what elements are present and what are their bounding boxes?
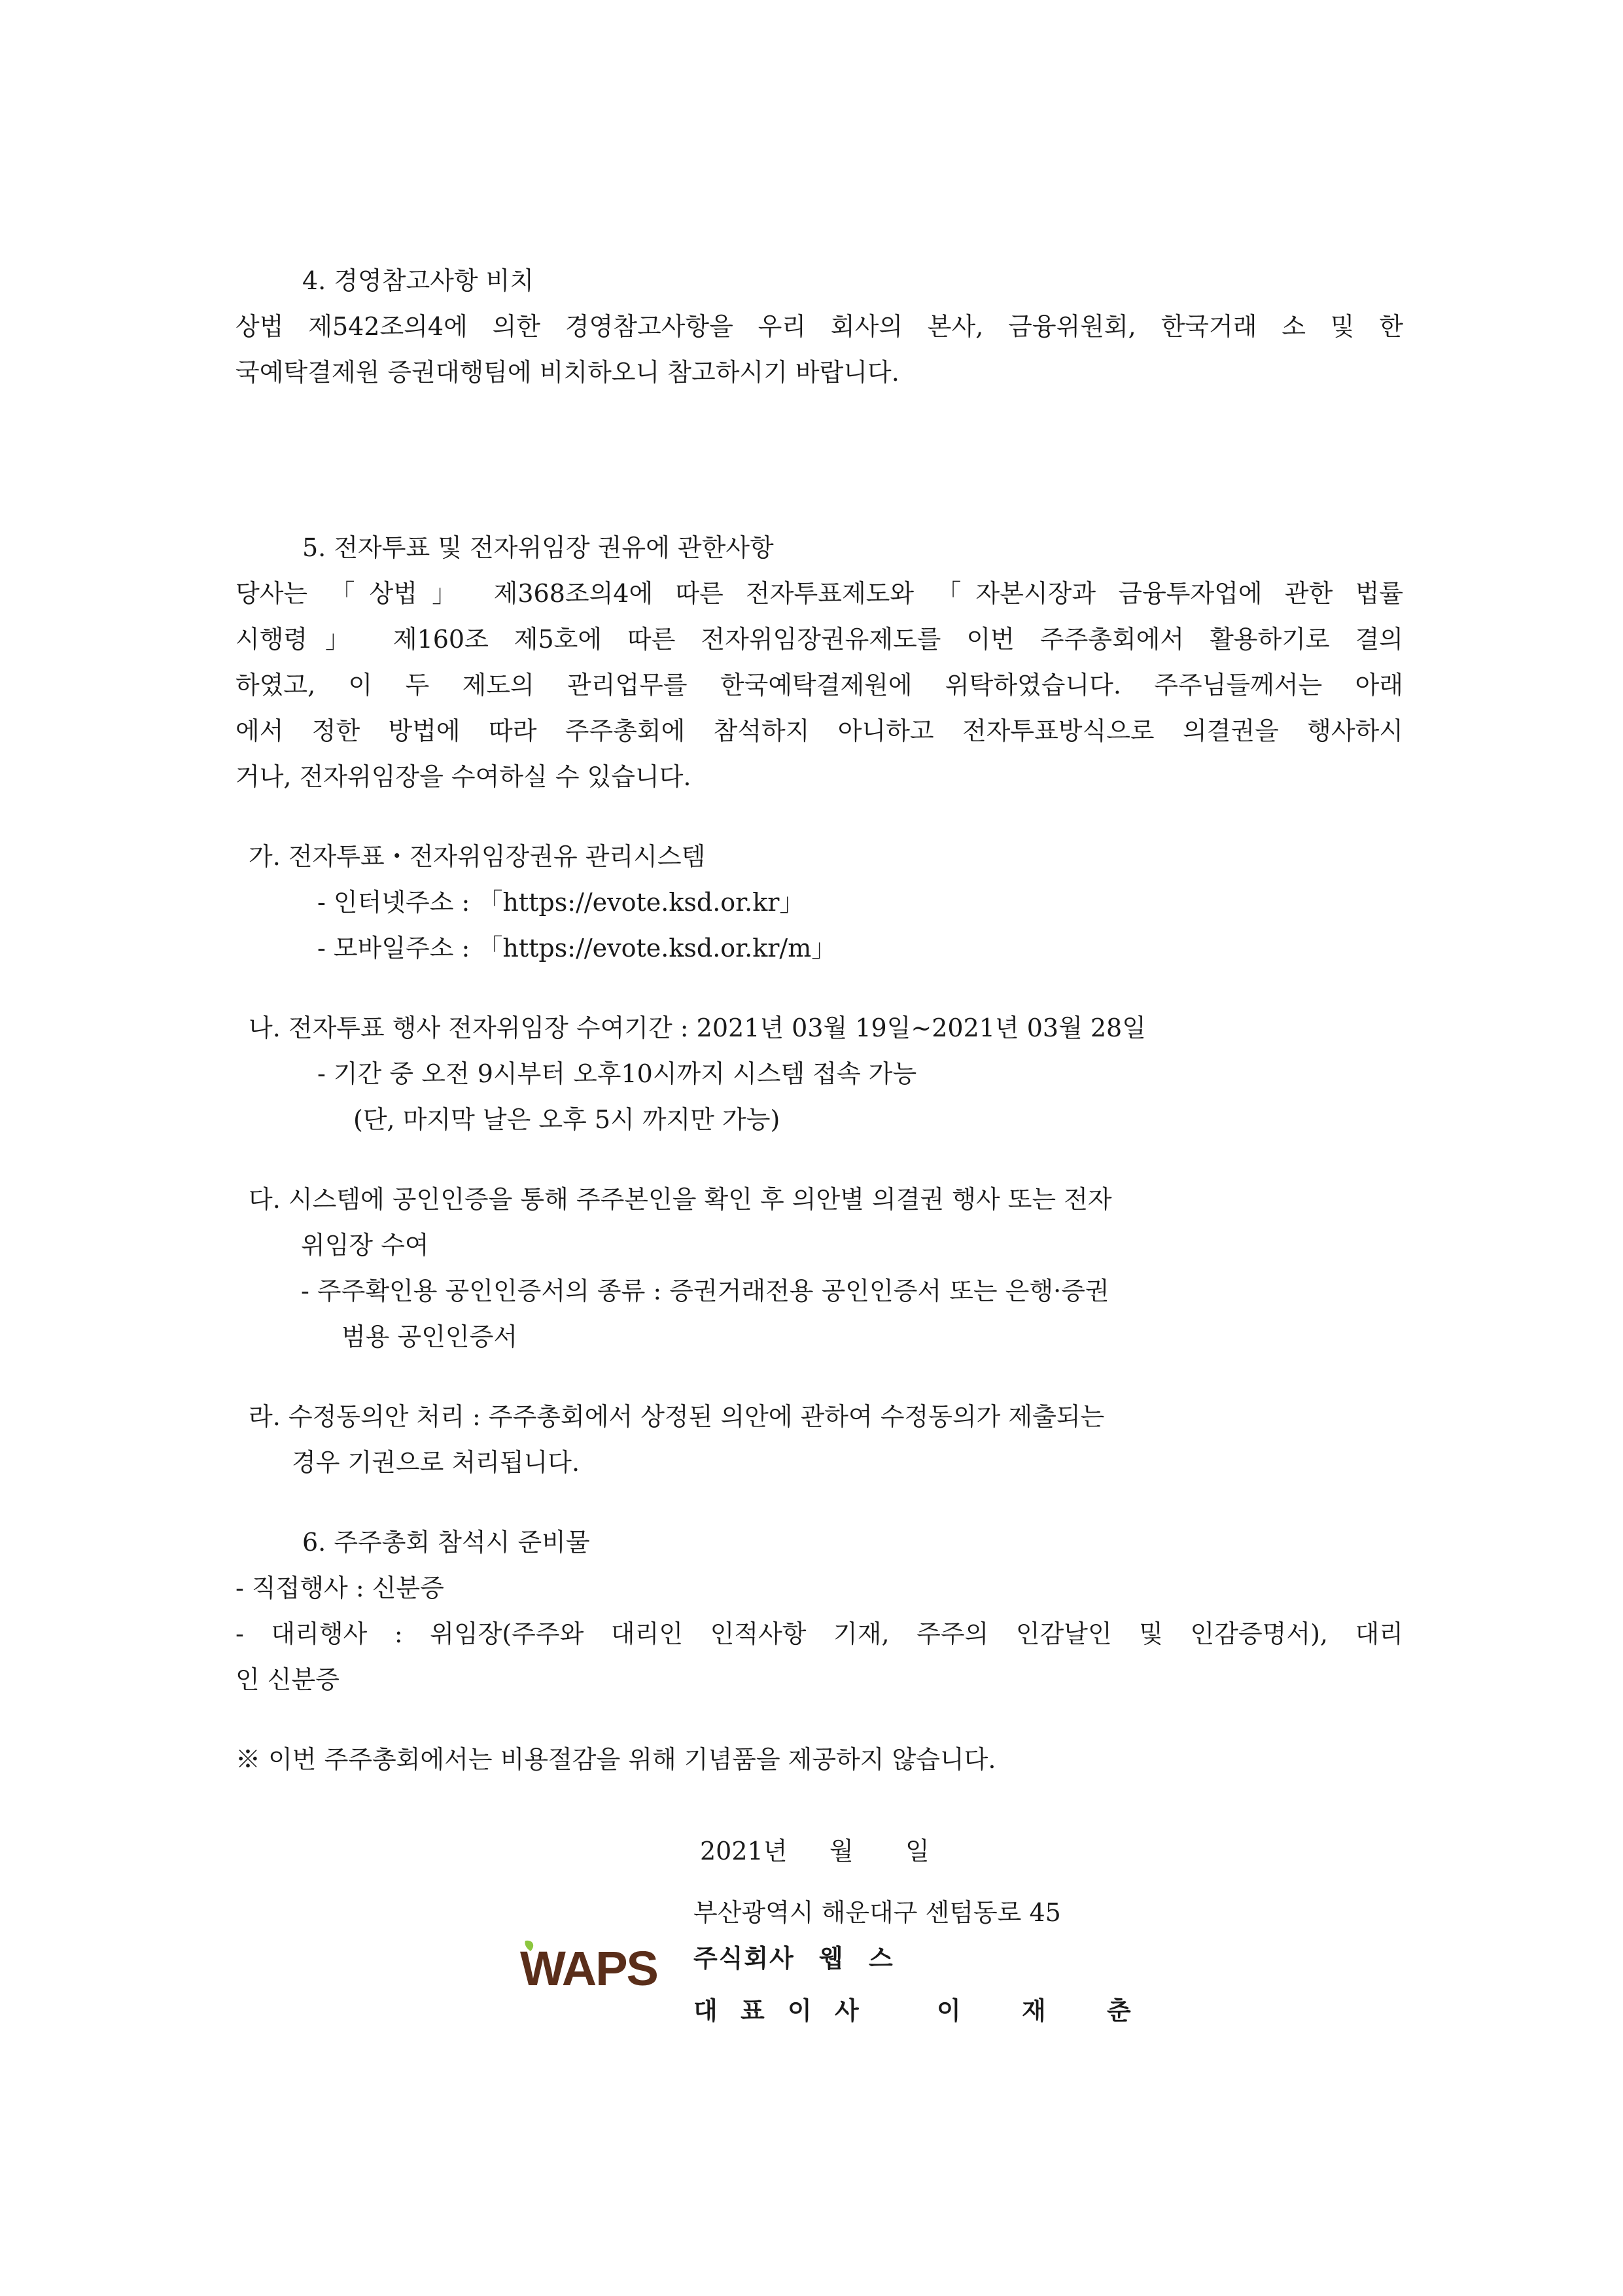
da-sub-1: - 주주확인용 공인인증서의 종류 : 증권거래전용 공인인증서 또는 은행·증권 bbox=[301, 1277, 1109, 1305]
waps-logo bbox=[519, 1938, 661, 1990]
section5-line-5: 거나, 전자위임장을 수여하실 수 있습니다. bbox=[236, 762, 691, 791]
section4-line-2: 국예탁결제원 증권대행팀에 비치하오니 참고하시기 바랍니다. bbox=[236, 358, 899, 387]
ceo-char: 이 bbox=[937, 1996, 961, 2025]
notice-text: ※ 이번 주주총회에서는 비용절감을 위해 기념품을 제공하지 않습니다. bbox=[236, 1745, 996, 1774]
section6-heading: 6. 주주총회 참석시 준비물 bbox=[302, 1528, 590, 1557]
section6-proxy-line-2: 인 신분증 bbox=[236, 1665, 340, 1694]
ga-title: 가. 전자투표・전자위임장권유 관리시스템 bbox=[249, 842, 706, 871]
section4-line-1: 상법 제542조의4에 의한 경영참고사항을 우리 회사의 본사, 금융위원회, 한국거래 소 및 한 bbox=[236, 312, 1403, 341]
section5-line-4: 에서 정한 방법에 따라 주주총회에 참석하지 아니하고 전자투표방식으로 의결권을 행사하시 bbox=[236, 716, 1403, 745]
section5-line-1: 당사는 「상법」 제368조의4에 따른 전자투표제도와 「자본시장과 금융투자업에 관한 법률 bbox=[236, 579, 1403, 608]
da-sub-2: 범용 공인인증서 bbox=[341, 1322, 518, 1351]
footer-date-year: 2021년 bbox=[700, 1837, 788, 1865]
na-title: 나. 전자투표 행사 전자위임장 수여기간 : 2021년 03월 19일~2021년 03월 28일 bbox=[249, 1014, 1146, 1042]
logo-text: WAPS bbox=[520, 1941, 657, 1990]
ceo-char: 대 bbox=[693, 1996, 718, 2025]
da-title-2: 위임장 수여 bbox=[301, 1231, 429, 1260]
footer-date-day: 일 bbox=[905, 1837, 930, 1865]
ceo-char: 이 bbox=[788, 1996, 812, 2025]
ceo-char: 표 bbox=[741, 1996, 765, 2025]
na-sub-2: (단, 마지막 날은 오후 5시 까지만 가능) bbox=[353, 1105, 780, 1134]
section6-proxy-line-1: - 대리행사 : 위임장(주주와 대리인 인적사항 기재, 주주의 인감날인 및 인감증명서), 대리 bbox=[236, 1619, 1403, 1648]
section6-direct: - 직접행사 : 신분증 bbox=[236, 1574, 444, 1602]
footer-company-name: 주식회사 웹 스 bbox=[693, 1943, 894, 1973]
ga-mobile-address: - 모바일주소 : 「https://evote.ksd.or.kr/m」 bbox=[317, 934, 837, 963]
section5-heading: 5. 전자투표 및 전자위임장 권유에 관한사항 bbox=[302, 533, 774, 562]
ceo-char: 춘 bbox=[1107, 1996, 1131, 2025]
section5-line-3: 하였고, 이 두 제도의 관리업무를 한국예탁결제원에 위탁하였습니다. 주주님들께서는 아래 bbox=[236, 671, 1403, 699]
footer-date-month: 월 bbox=[829, 1837, 854, 1865]
ga-internet-address: - 인터넷주소 : 「https://evote.ksd.or.kr」 bbox=[317, 888, 805, 917]
footer-address: 부산광역시 해운대구 센텀동로 45 bbox=[693, 1898, 1061, 1927]
ceo-char: 재 bbox=[1022, 1996, 1046, 2025]
ra-title-2: 경우 기권으로 처리됩니다. bbox=[292, 1448, 580, 1477]
section5-line-2: 시행령」 제160조 제5호에 따른 전자위임장권유제도를 이번 주주총회에서 활용하기로 결의 bbox=[236, 625, 1403, 654]
ra-title-1: 라. 수정동의안 처리 : 주주총회에서 상정된 의안에 관하여 수정동의가 제출되는 bbox=[249, 1402, 1105, 1431]
na-sub-1: - 기간 중 오전 9시부터 오후10시까지 시스템 접속 가능 bbox=[317, 1059, 917, 1088]
section4-heading: 4. 경영참고사항 비치 bbox=[302, 266, 534, 295]
ceo-char: 사 bbox=[835, 1996, 859, 2025]
da-title-1: 다. 시스템에 공인인증을 통해 주주본인을 확인 후 의안별 의결권 행사 또는 전자 bbox=[249, 1185, 1112, 1214]
